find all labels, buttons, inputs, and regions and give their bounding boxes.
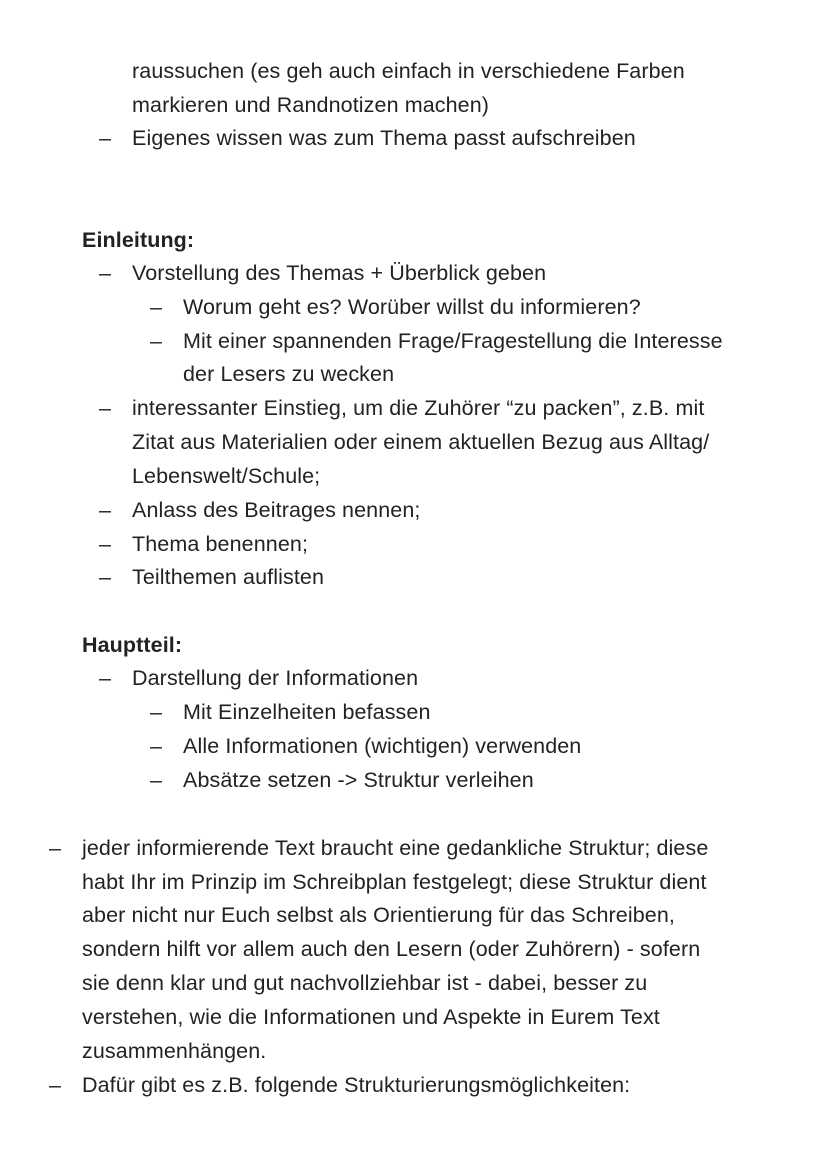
sub-bullet-dash: – — [150, 734, 162, 758]
intro-continuation-line-2: markieren und Randnotizen machen) — [132, 93, 490, 117]
einleitung-bullet-1: Vorstellung des Themas + Überblick geben — [132, 261, 547, 285]
bullet-dash: – — [99, 532, 111, 556]
sub-bullet-dash: – — [150, 700, 162, 724]
hauptteil-sub-bullet-1: Mit Einzelheiten befassen — [183, 700, 431, 724]
bullet-dash: – — [99, 126, 111, 150]
general-paragraph-line-5: sie denn klar und gut nachvollziehbar ist - dabei, besser zu — [82, 971, 648, 995]
general-paragraph-line-6: verstehen, wie die Informationen und Aspekte in Eurem Text — [82, 1005, 660, 1029]
bullet-dash: – — [99, 498, 111, 522]
einleitung-bullet-5: Teilthemen auflisten — [132, 565, 325, 589]
bullet-dash: – — [49, 836, 61, 860]
bullet-dash: – — [99, 396, 111, 420]
general-paragraph-line-4: sondern hilft vor allem auch den Lesern (oder Zuhörern) - sofern — [82, 937, 701, 961]
general-paragraph-2: Dafür gibt es z.B. folgende Strukturierungsmöglichkeiten: — [82, 1073, 631, 1097]
einleitung-bullet-2-line-2: Zitat aus Materialien oder einem aktuellen Bezug aus Alltag/ — [132, 430, 710, 454]
hauptteil-bullet-1: Darstellung der Informationen — [132, 666, 419, 690]
intro-continuation-line-1: raussuchen (es geh auch einfach in verschiedene Farben — [132, 59, 685, 83]
general-paragraph-line-7: zusammenhängen. — [82, 1039, 267, 1063]
hauptteil-heading: Hauptteil: — [82, 633, 183, 657]
general-paragraph-line-2: habt Ihr im Prinzip im Schreibplan festgelegt; diese Struktur dient — [82, 870, 707, 894]
sub-bullet-dash: – — [150, 768, 162, 792]
einleitung-heading: Einleitung: — [82, 228, 195, 252]
sub-bullet-dash: – — [150, 295, 162, 319]
bullet-dash: – — [49, 1073, 61, 1097]
hauptteil-sub-bullet-2: Alle Informationen (wichtigen) verwenden — [183, 734, 582, 758]
einleitung-bullet-3: Anlass des Beitrages nennen; — [132, 498, 421, 522]
bullet-dash: – — [99, 261, 111, 285]
bullet-dash: – — [99, 666, 111, 690]
bullet-dash: – — [99, 565, 111, 589]
einleitung-bullet-2-line-1: interessanter Einstieg, um die Zuhörer “zu packen”, z.B. mit — [132, 396, 705, 420]
einleitung-bullet-2-line-3: Lebenswelt/Schule; — [132, 464, 321, 488]
sub-bullet-dash: – — [150, 329, 162, 353]
hauptteil-sub-bullet-3: Absätze setzen -> Struktur verleihen — [183, 768, 534, 792]
general-paragraph-line-3: aber nicht nur Euch selbst als Orientierung für das Schreiben, — [82, 903, 675, 927]
general-paragraph-line-1: jeder informierende Text braucht eine gedankliche Struktur; diese — [82, 836, 709, 860]
einleitung-sub-bullet-2-line-2: der Lesers zu wecken — [183, 362, 395, 386]
einleitung-sub-bullet-2-line-1: Mit einer spannenden Frage/Fragestellung die Interesse — [183, 329, 723, 353]
intro-bullet-text: Eigenes wissen was zum Thema passt aufschreiben — [132, 126, 636, 150]
einleitung-sub-bullet-1: Worum geht es? Worüber willst du informieren? — [183, 295, 641, 319]
einleitung-bullet-4: Thema benennen; — [132, 532, 309, 556]
